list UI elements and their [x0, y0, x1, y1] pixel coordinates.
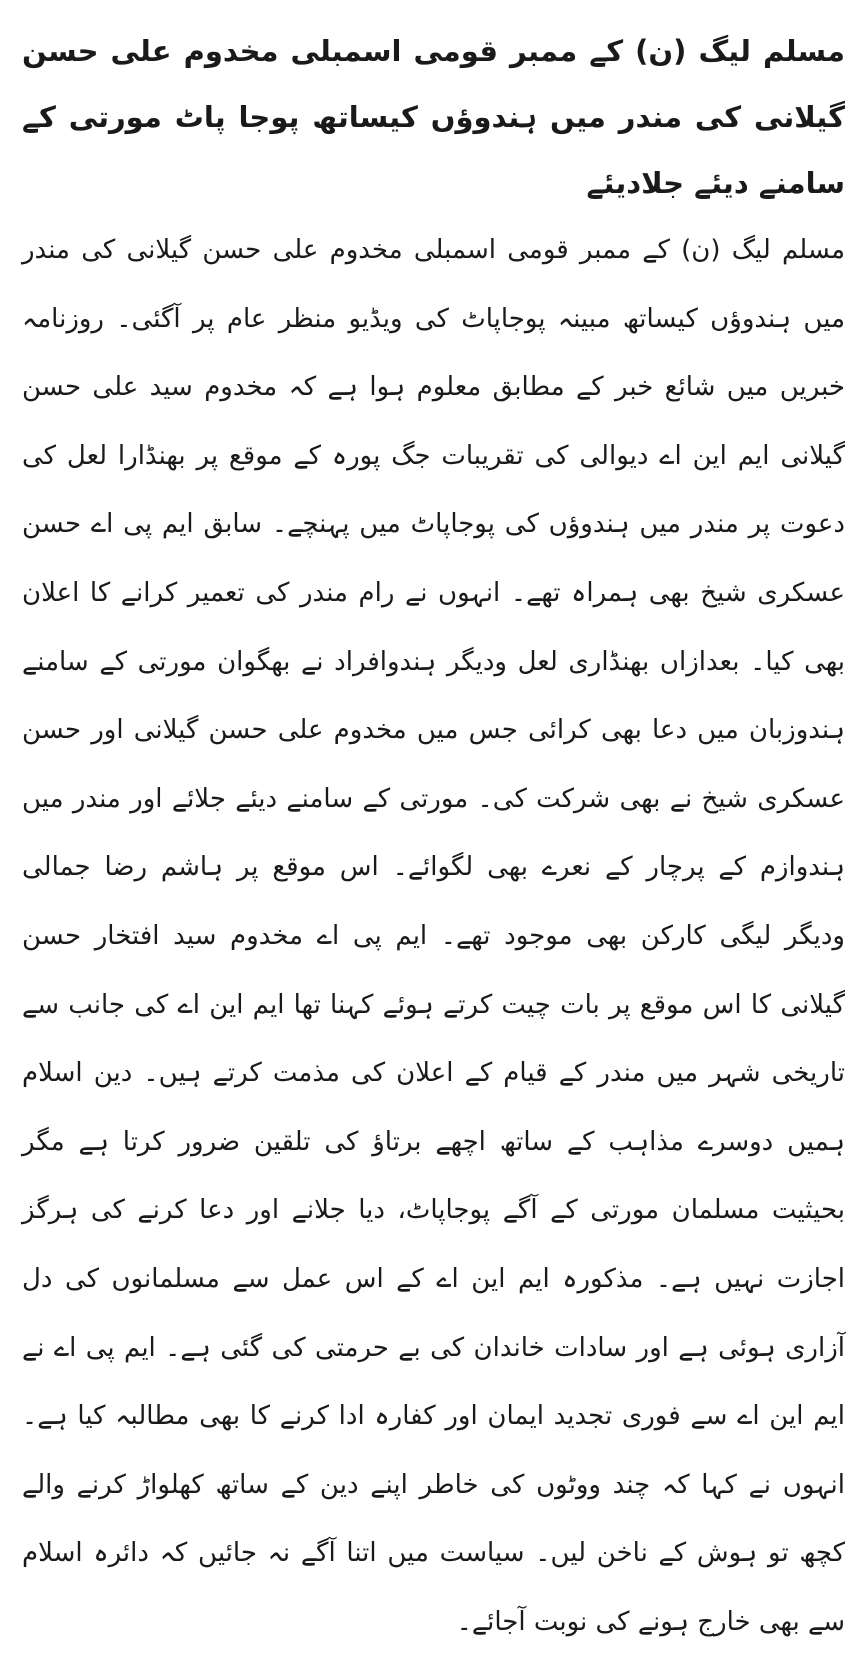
news-article — [22, 18, 845, 1656]
article-body: مسلم لیگ (ن) کے ممبر قومی اسمبلی مخدوم علی حسن گیلانی کی مندر میں ہندوؤں کیساتھ مبینہ پوجاپاٹ کی ویڈیو منظر عام پر آگئی۔ روزنامہ خبریں میں شائع خبر کے مطابق معلوم ہوا ہے کہ مخدوم سید علی حسن گیلانی ایم این اے دیوالی کی تقریبات جگ پورہ کے موقع پر بھنڈارا لعل کی دعوت پر مندر میں ہندوؤں کی پوجاپاٹ میں پہنچے۔ سابق ایم پی اے حسن عسکری شیخ بھی ہمراہ تھے۔ انہوں نے رام مندر کی تعمیر کرانے کا اعلان بھی کیا۔ بعدازاں بھنڈاری لعل ودیگر ہندوافراد نے بھگوان مورتی کے سامنے ہندوزبان میں دعا بھی کرائی جس میں مخدوم علی حسن گیلانی اور حسن عسکری شیخ نے بھی شرکت کی۔ مورتی کے سامنے دیئے جلائے اور مندر میں ہندوازم کے پرچار کے نعرے بھی لگوائے۔ اس موقع پر ہاشم رضا جمالی ودیگر لیگی کارکن بھی موجود تھے۔ ایم پی اے مخدوم سید افتخار حسن گیلانی کا اس موقع پر بات چیت کرتے ہوئے کہنا تھا ایم این اے کی جانب سے تاریخی شہر میں مندر کے قیام کے اعلان کی مذمت کرتے ہیں۔ دین اسلام ہمیں دوسرے مذاہب کے ساتھ اچھے برتاؤ کی تلقین ضرور کرتا ہے مگر بحیثیت مسلمان مورتی کے آگے پوجاپاٹ، دیا جلانے اور دعا کرنے کی ہرگز اجازت نہیں ہے۔ مذکورہ ایم این اے کے اس عمل سے مسلمانوں کی دل آزاری ہوئی ہے اور سادات خاندان کی بے حرمتی کی گئی ہے۔ ایم پی اے نے ایم این اے سے فوری تجدید ایمان اور کفارہ ادا کرنے کا بھی مطالبہ کیا ہے۔ انہوں نے کہا کہ چند ووٹوں کی خاطر اپنے دین کے ساتھ کھلواڑ کرنے والے کچھ تو ہوش کے ناخن لیں۔ سیاست میں اتنا آگے نہ جائیں کہ دائرہ اسلام سے بھی خارج ہونے کی نوبت آجائے۔ — [22, 235, 845, 1637]
article-headline: مسلم لیگ (ن) کے ممبر قومی اسمبلی مخدوم علی حسن گیلانی کی مندر میں ہندوؤں کیساتھ پوجا پاٹ مورتی کے سامنے دیئے جلادیئے — [22, 34, 845, 200]
